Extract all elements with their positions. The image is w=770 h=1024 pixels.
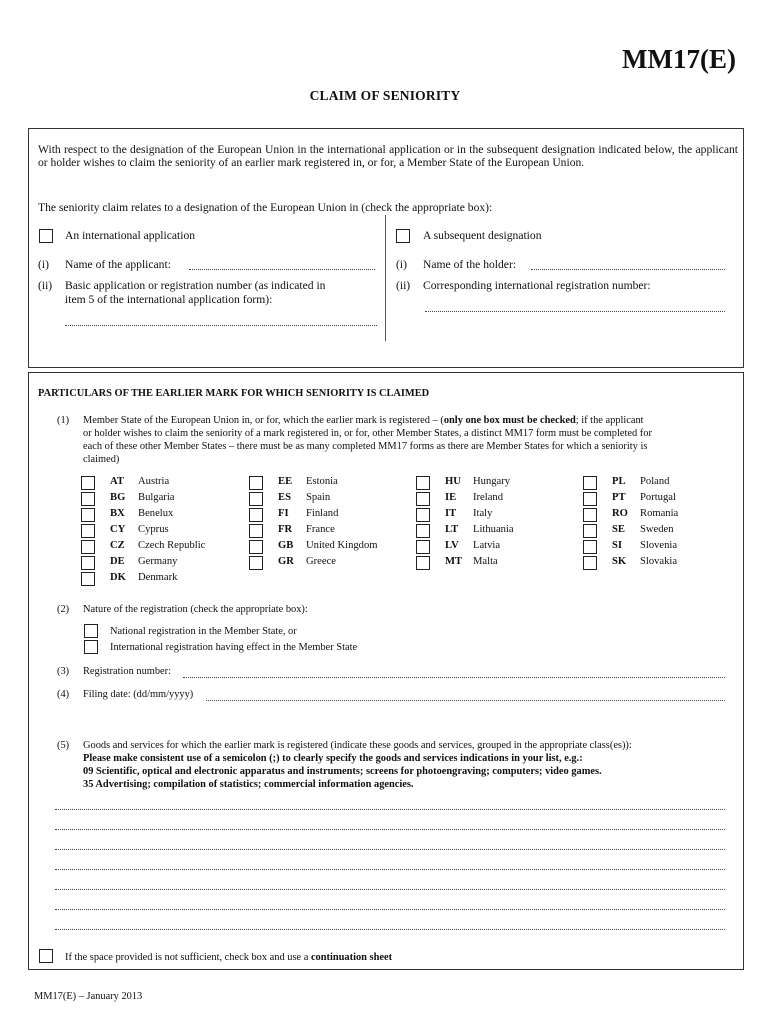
country-checkbox-pl[interactable] <box>583 476 597 490</box>
country-label-si <box>612 540 677 551</box>
country-code: PL <box>612 476 626 487</box>
country-checkbox-de[interactable] <box>81 556 95 570</box>
country-label-es <box>278 492 330 503</box>
item2-num: (2) <box>57 604 70 615</box>
item5-text: Goods and services for which the earlier mark is registered (indicate these goods and services, grouped in the appropriate class(es)): <box>83 740 632 751</box>
country-checkbox-at[interactable] <box>81 476 95 490</box>
intl-reg-field[interactable] <box>425 311 725 312</box>
country-label-ie <box>445 492 503 503</box>
continuation-text <box>65 952 392 964</box>
country-checkbox-mt[interactable] <box>416 556 430 570</box>
country-code: SI <box>612 540 623 551</box>
country-name: Finland <box>306 508 339 519</box>
item1-line1 <box>83 415 743 427</box>
country-name: Ireland <box>473 492 503 503</box>
country-name: Czech Republic <box>138 540 206 551</box>
country-label-dk <box>110 572 177 583</box>
national-registration-checkbox[interactable] <box>84 624 98 638</box>
international-application-label: An international application <box>65 229 196 242</box>
country-code: LV <box>445 540 459 551</box>
intro-paragraph: With respect to the designation of the European Union in the international application or in the subsequent designation indicated below, the applicant or holder wishes to claim the seniority of an earlier mark registered in, or for, a Member State of the European Union. <box>38 143 738 169</box>
subsequent-designation-checkbox[interactable] <box>396 229 410 243</box>
country-label-gr <box>278 556 336 567</box>
item1-line4: claimed) <box>83 454 120 465</box>
country-code: IT <box>445 508 457 519</box>
country-label-pl <box>612 476 669 487</box>
country-checkbox-ro[interactable] <box>583 508 597 522</box>
goods-line[interactable] <box>55 909 725 910</box>
country-name: Bulgaria <box>138 492 175 503</box>
country-name: Spain <box>306 492 331 503</box>
country-name: Poland <box>640 476 670 487</box>
country-name: Sweden <box>640 524 674 535</box>
country-name: Italy <box>473 508 493 519</box>
holder-name-field[interactable] <box>531 269 725 270</box>
country-name: Austria <box>138 476 170 487</box>
country-label-at <box>110 476 169 487</box>
country-code: SK <box>612 556 627 567</box>
country-label-fi <box>278 508 338 519</box>
country-code: RO <box>612 508 628 519</box>
item3-text: Registration number: <box>83 666 172 677</box>
country-code: AT <box>110 476 124 487</box>
country-checkbox-it[interactable] <box>416 508 430 522</box>
country-label-lt <box>445 524 514 535</box>
country-code: CZ <box>110 540 125 551</box>
country-checkbox-fr[interactable] <box>249 524 263 538</box>
country-checkbox-bx[interactable] <box>81 508 95 522</box>
subsequent-designation-label: A subsequent designation <box>423 229 542 242</box>
country-name: France <box>306 524 335 535</box>
item5-instruction: Please make consistent use of a semicolon (;) to clearly specify the goods and services indications in your list, e.g.: <box>83 753 583 764</box>
item5-num: (5) <box>57 740 70 751</box>
intl-reg-label: Corresponding international registration number: <box>423 279 651 292</box>
country-name: Estonia <box>306 476 338 487</box>
item1-num: (1) <box>57 415 70 426</box>
country-checkbox-si[interactable] <box>583 540 597 554</box>
country-label-pt <box>612 492 676 503</box>
country-code: IE <box>445 492 457 503</box>
country-checkbox-gr[interactable] <box>249 556 263 570</box>
country-code: DE <box>110 556 125 567</box>
item1-text-bold: only one box must be checked <box>443 415 576 426</box>
country-name: Romania <box>640 508 679 519</box>
country-code: BX <box>110 508 125 519</box>
footer: MM17(E) – January 2013 <box>34 991 143 1002</box>
country-checkbox-dk[interactable] <box>81 572 95 586</box>
country-name: Cyprus <box>138 524 169 535</box>
country-label-de <box>110 556 177 567</box>
intl-reg-num: (ii) <box>396 279 411 292</box>
holder-label: Name of the holder: <box>423 258 517 271</box>
country-name: United Kingdom <box>306 540 378 551</box>
country-checkbox-lt[interactable] <box>416 524 430 538</box>
country-label-cz <box>110 540 205 551</box>
item4-num: (4) <box>57 689 70 700</box>
country-name: Portugal <box>640 492 676 503</box>
country-code: ES <box>278 492 291 503</box>
country-checkbox-gb[interactable] <box>249 540 263 554</box>
form-code: MM17(E) <box>622 44 736 74</box>
country-label-it <box>445 508 492 519</box>
country-name: Denmark <box>138 572 178 583</box>
country-label-cy <box>110 524 169 535</box>
country-checkbox-lv[interactable] <box>416 540 430 554</box>
country-code: CY <box>110 524 126 535</box>
country-label-ro <box>612 508 678 519</box>
goods-line[interactable] <box>55 849 725 850</box>
filing-date-field[interactable] <box>206 700 725 701</box>
designation-section <box>28 128 744 368</box>
country-label-gb <box>278 540 378 551</box>
country-checkbox-bg[interactable] <box>81 492 95 506</box>
country-label-ee <box>278 476 338 487</box>
country-label-bg <box>110 492 174 503</box>
country-code: PT <box>612 492 626 503</box>
country-label-sk <box>612 556 677 567</box>
particulars-heading: PARTICULARS OF THE EARLIER MARK FOR WHICH SENIORITY IS CLAIMED <box>38 388 430 399</box>
country-label-hu <box>445 476 510 487</box>
applicant-name-field[interactable] <box>189 269 375 270</box>
particulars-section <box>28 372 744 970</box>
international-application-checkbox[interactable] <box>39 229 53 243</box>
international-registration-checkbox[interactable] <box>84 640 98 654</box>
holder-num: (i) <box>396 258 407 271</box>
country-code: BG <box>110 492 126 503</box>
country-name: Lithuania <box>473 524 514 535</box>
item1-text-b: ; if the applicant <box>575 415 644 426</box>
column-divider <box>385 215 386 341</box>
country-name: Slovakia <box>640 556 678 567</box>
country-checkbox-sk[interactable] <box>583 556 597 570</box>
country-checkbox-hu[interactable] <box>416 476 430 490</box>
basic-number-num: (ii) <box>38 279 53 292</box>
item1-line2: or holder wishes to claim the seniority of a mark registered in, or for, other Member States, a distinct MM17 form must be completed for <box>83 428 652 439</box>
country-checkbox-ee[interactable] <box>249 476 263 490</box>
country-code: HU <box>445 476 461 487</box>
national-registration-label: National registration in the Member State, or <box>110 626 297 637</box>
item2-text: Nature of the registration (check the appropriate box): <box>83 604 308 615</box>
country-name: Malta <box>473 556 498 567</box>
page-title: CLAIM OF SENIORITY <box>309 88 461 103</box>
country-code: SE <box>612 524 625 535</box>
item1-text-a: Member State of the European Union in, or for, which the earlier mark is registered – ( <box>83 415 444 426</box>
country-code: EE <box>278 476 293 487</box>
country-name: Slovenia <box>640 540 678 551</box>
item1-line3: each of these other Member States – there must be as many completed MM17 forms as there are Member States for which a seniority is <box>83 441 648 452</box>
country-name: Hungary <box>473 476 511 487</box>
item5-example-09: 09 Scientific, optical and electronic apparatus and instruments; screens for photoengraving; computers; video games. <box>83 766 602 777</box>
continuation-text-a: If the space provided is not sufficient, check box and use a <box>65 952 311 963</box>
country-checkbox-ie[interactable] <box>416 492 430 506</box>
item5-example-35: 35 Advertising; compilation of statistics; commercial information agencies. <box>83 779 414 790</box>
basic-number-field[interactable] <box>65 325 377 326</box>
country-code: DK <box>110 572 126 583</box>
country-code: GR <box>278 556 294 567</box>
basic-number-label-1: Basic application or registration number (as indicated in <box>65 279 326 292</box>
country-code: FR <box>278 524 293 535</box>
goods-line[interactable] <box>55 869 725 870</box>
continuation-sheet-label: continuation sheet <box>310 952 393 963</box>
applicant-num: (i) <box>38 258 49 271</box>
relates-text: The seniority claim relates to a designation of the European Union in (check the appropriate box): <box>38 201 493 214</box>
item3-num: (3) <box>57 666 70 677</box>
country-label-mt <box>445 556 498 567</box>
goods-line[interactable] <box>55 829 725 830</box>
goods-line[interactable] <box>55 889 725 890</box>
country-label-lv <box>445 540 500 551</box>
country-label-fr <box>278 524 335 535</box>
country-checkbox-pt[interactable] <box>583 492 597 506</box>
country-checkbox-se[interactable] <box>583 524 597 538</box>
country-checkbox-cz[interactable] <box>81 540 95 554</box>
applicant-label: Name of the applicant: <box>65 258 171 271</box>
country-name: Greece <box>306 556 336 567</box>
country-checkbox-cy[interactable] <box>81 524 95 538</box>
country-name: Germany <box>138 556 178 567</box>
country-code: LT <box>445 524 459 535</box>
country-label-se <box>612 524 674 535</box>
country-code: MT <box>445 556 463 567</box>
country-checkbox-fi[interactable] <box>249 508 263 522</box>
goods-line[interactable] <box>55 809 725 810</box>
goods-line[interactable] <box>55 929 725 930</box>
continuation-checkbox[interactable] <box>39 949 53 963</box>
basic-number-label-2: item 5 of the international application form): <box>65 293 273 306</box>
country-code: FI <box>278 508 289 519</box>
item4-text: Filing date: (dd/mm/yyyy) <box>83 689 194 700</box>
registration-number-field[interactable] <box>183 677 725 678</box>
country-checkbox-es[interactable] <box>249 492 263 506</box>
country-name: Latvia <box>473 540 501 551</box>
international-registration-label: International registration having effect in the Member State <box>110 642 358 653</box>
country-name: Benelux <box>138 508 174 519</box>
country-code: GB <box>278 540 294 551</box>
country-label-bx <box>110 508 173 519</box>
